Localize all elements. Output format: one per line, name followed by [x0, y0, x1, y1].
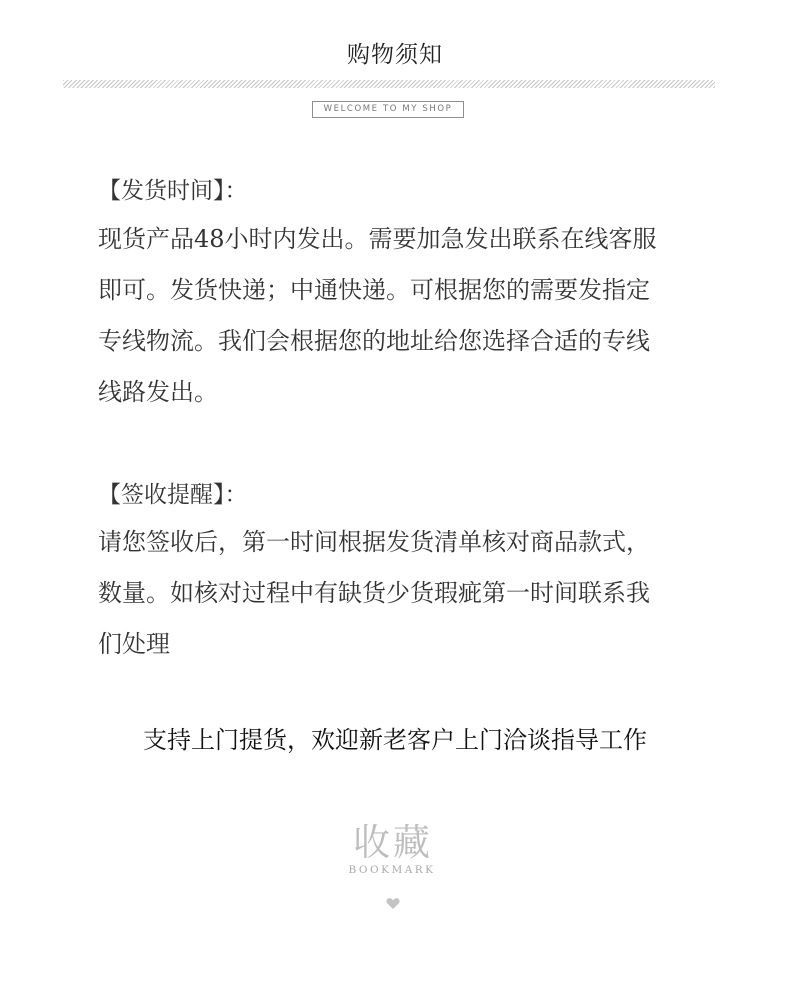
pickup-notice: 支持上门提货，欢迎新老客户上门洽谈指导工作: [143, 726, 647, 754]
receipt-heading: 【签收提醒】：: [98, 482, 248, 508]
page-title: 购物须知: [347, 42, 443, 68]
welcome-badge: WELCOME TO MY SHOP: [312, 101, 464, 118]
receipt-line: 请您签收后，第一时间根据发货清单核对商品款式，: [98, 528, 650, 556]
receipt-body: [98, 517, 698, 670]
shipping-body: [98, 214, 698, 418]
bookmark-title[interactable]: 收藏: [353, 821, 433, 864]
shipping-line: 线路发出。: [98, 378, 218, 406]
shipping-line: 现货产品48小时内发出。需要加急发出联系在线客服: [98, 225, 657, 253]
shipping-line: 专线物流。我们会根据您的地址给您选择合适的专线: [98, 327, 650, 355]
shipping-heading: 【发货时间】：: [98, 178, 248, 204]
shipping-line: 即可。发货快递；中通快递。可根据您的需要发指定: [98, 276, 650, 304]
bookmark-subtitle: BOOKMARK: [348, 864, 436, 876]
heart-icon: [386, 897, 400, 910]
hatched-divider: [63, 80, 715, 88]
receipt-line: 们处理: [98, 630, 170, 658]
receipt-line: 数量。如核对过程中有缺货少货瑕疵第一时间联系我: [98, 579, 650, 607]
